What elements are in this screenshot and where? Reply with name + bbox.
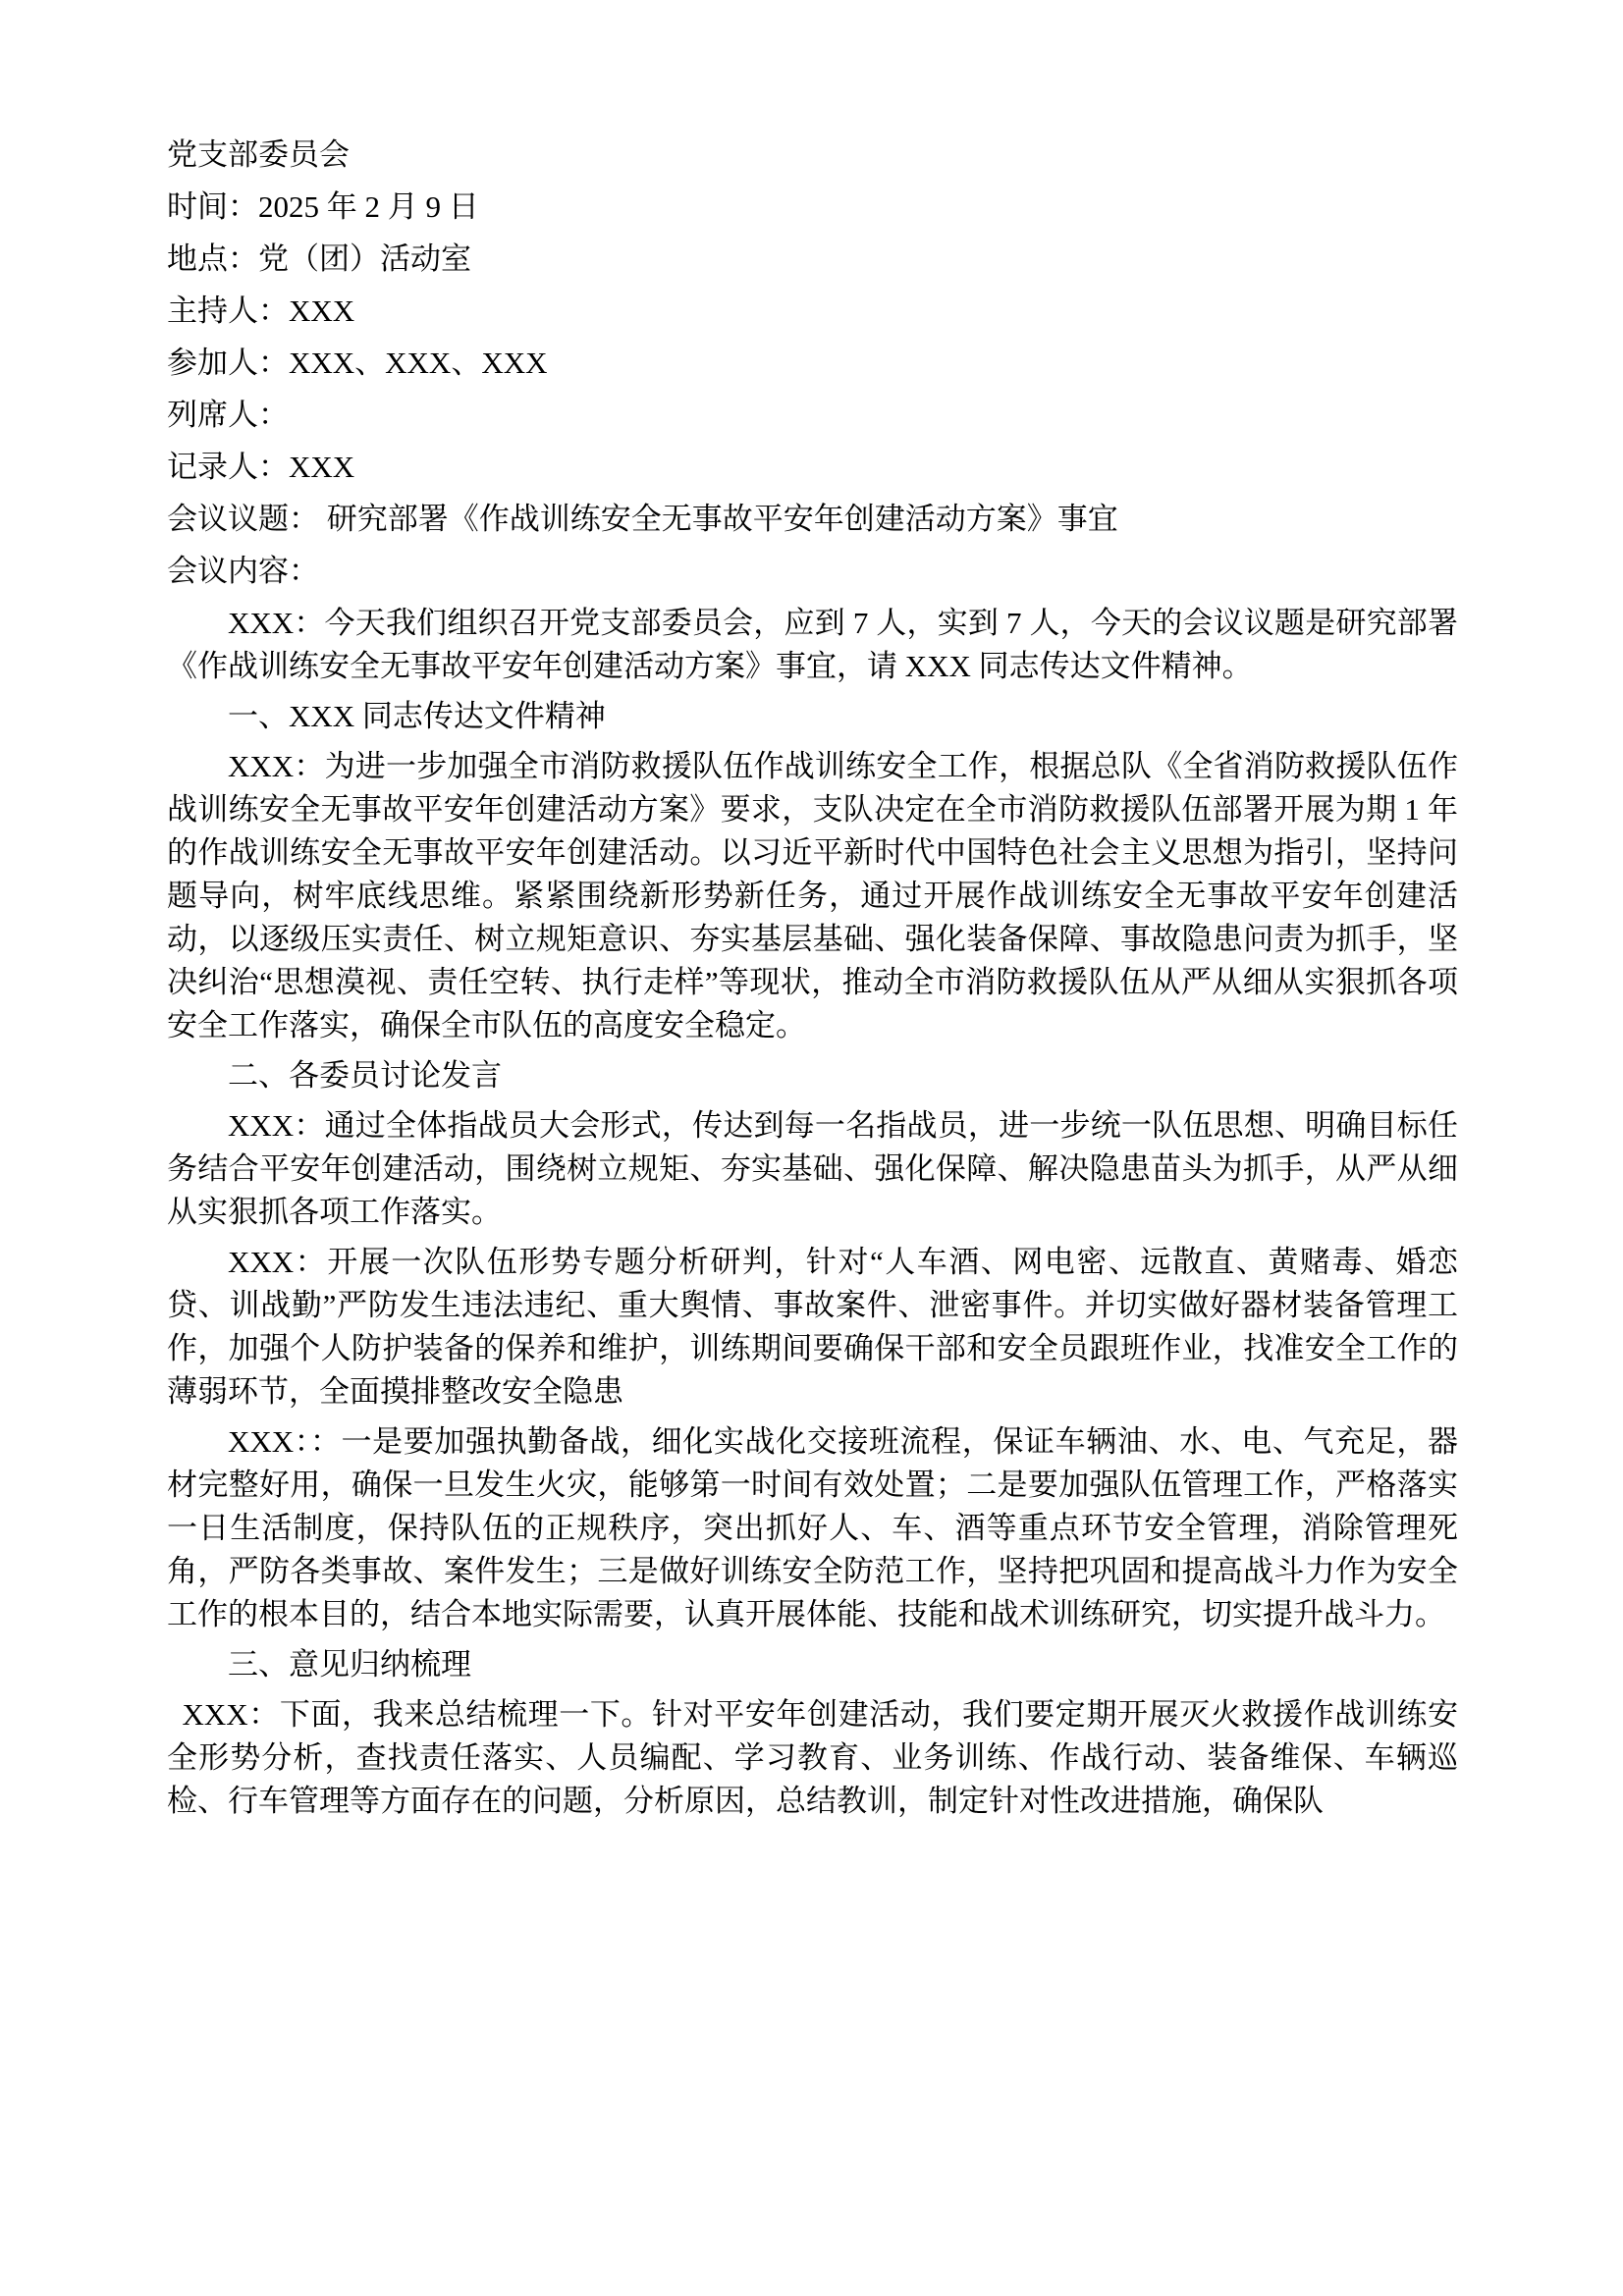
meta-line: 主持人：XXX <box>167 294 355 328</box>
meta-line: 列席人： <box>167 398 289 432</box>
meta-line: 时间：2025 年 2 月 9 日 <box>167 189 479 224</box>
document-body <box>167 133 1458 1823</box>
paragraph: XXX：为进一步加强全市消防救援队伍作战训练安全工作，根据总队《全省消防救援队伍作战训练安全无事故平安年创建活动方案》要求，支队决定在全市消防救援队伍部署开展为期 1 年的作战训练安全无事故平安年创建活动。以习近平新时代中国特色社会主义思想为指引，坚持问题导向，树牢底线思维。紧紧围绕新形势新任务，通过开展作战训练安全无事故平安年创建活动，以逐级压实责任、树立规矩意识、夯实基层基础、强化装备保障、事故隐患问责为抓手，坚决纠治“思想漠视、责任空转、执行走样”等现状，推动全市消防救援队伍从严从细从实狠抓各项安全工作落实，确保全市队伍的高度安全稳定。 <box>167 749 1458 1042</box>
section-heading: 二、各委员讨论发言 <box>228 1058 502 1093</box>
meta-line: 会议议题： 研究部署《作战训练安全无事故平安年创建活动方案》事宜 <box>167 502 1118 536</box>
paragraph: XXX：下面，我来总结梳理一下。针对平安年创建活动，我们要定期开展灭火救援作战训练安全形势分析，查找责任落实、人员编配、学习教育、业务训练、作战行动、装备维保、车辆巡检、行车管理等方面存在的问题，分析原因，总结教训，制定针对性改进措施，确保队 <box>167 1697 1458 1818</box>
paragraph: XXX：开展一次队伍形势专题分析研判，针对“人车酒、网电密、远散直、黄赌毒、婚恋贷、训战勤”严防发生违法违纪、重大舆情、事故案件、泄密事件。并切实做好器材装备管理工作，加强个人防护装备的保养和维护，训练期间要确保干部和安全员跟班作业，找准安全工作的薄弱环节，全面摸排整改安全隐患 <box>167 1245 1458 1409</box>
section-heading: 一、XXX 同志传达文件精神 <box>228 699 606 733</box>
meta-line: 会议内容： <box>167 554 319 588</box>
meta-line: 参加人：XXX、XXX、XXX <box>167 346 548 380</box>
paragraph: XXX：：一是要加强执勤备战，细化实战化交接班流程，保证车辆油、水、电、气充足，器材完整好用，确保一旦发生火灾，能够第一时间有效处置；二是要加强队伍管理工作，严格落实一日生活制度，保持队伍的正规秩序，突出抓好人、车、酒等重点环节安全管理，消除管理死角，严防各类事故、案件发生；三是做好训练安全防范工作，坚持把巩固和提高战斗力作为安全工作的根本目的，结合本地实际需要，认真开展体能、技能和战术训练研究，切实提升战斗力。 <box>167 1424 1458 1631</box>
meta-line: 记录人：XXX <box>167 450 355 484</box>
paragraph: XXX：通过全体指战员大会形式，传达到每一名指战员，进一步统一队伍思想、明确目标任务结合平安年创建活动，围绕树立规矩、夯实基础、强化保障、解决隐患苗头为抓手，从严从细从实狠抓各项工作落实。 <box>167 1108 1458 1229</box>
section-heading: 三、意见归纳梳理 <box>228 1647 471 1682</box>
meta-line: 党支部委员会 <box>167 137 350 172</box>
meta-line: 地点：党（团）活动室 <box>167 241 471 276</box>
paragraph: XXX：今天我们组织召开党支部委员会，应到 7 人，实到 7 人，今天的会议议题是研究部署《作战训练安全无事故平安年创建活动方案》事宜，请 XXX 同志传达文件精神。 <box>167 606 1458 683</box>
